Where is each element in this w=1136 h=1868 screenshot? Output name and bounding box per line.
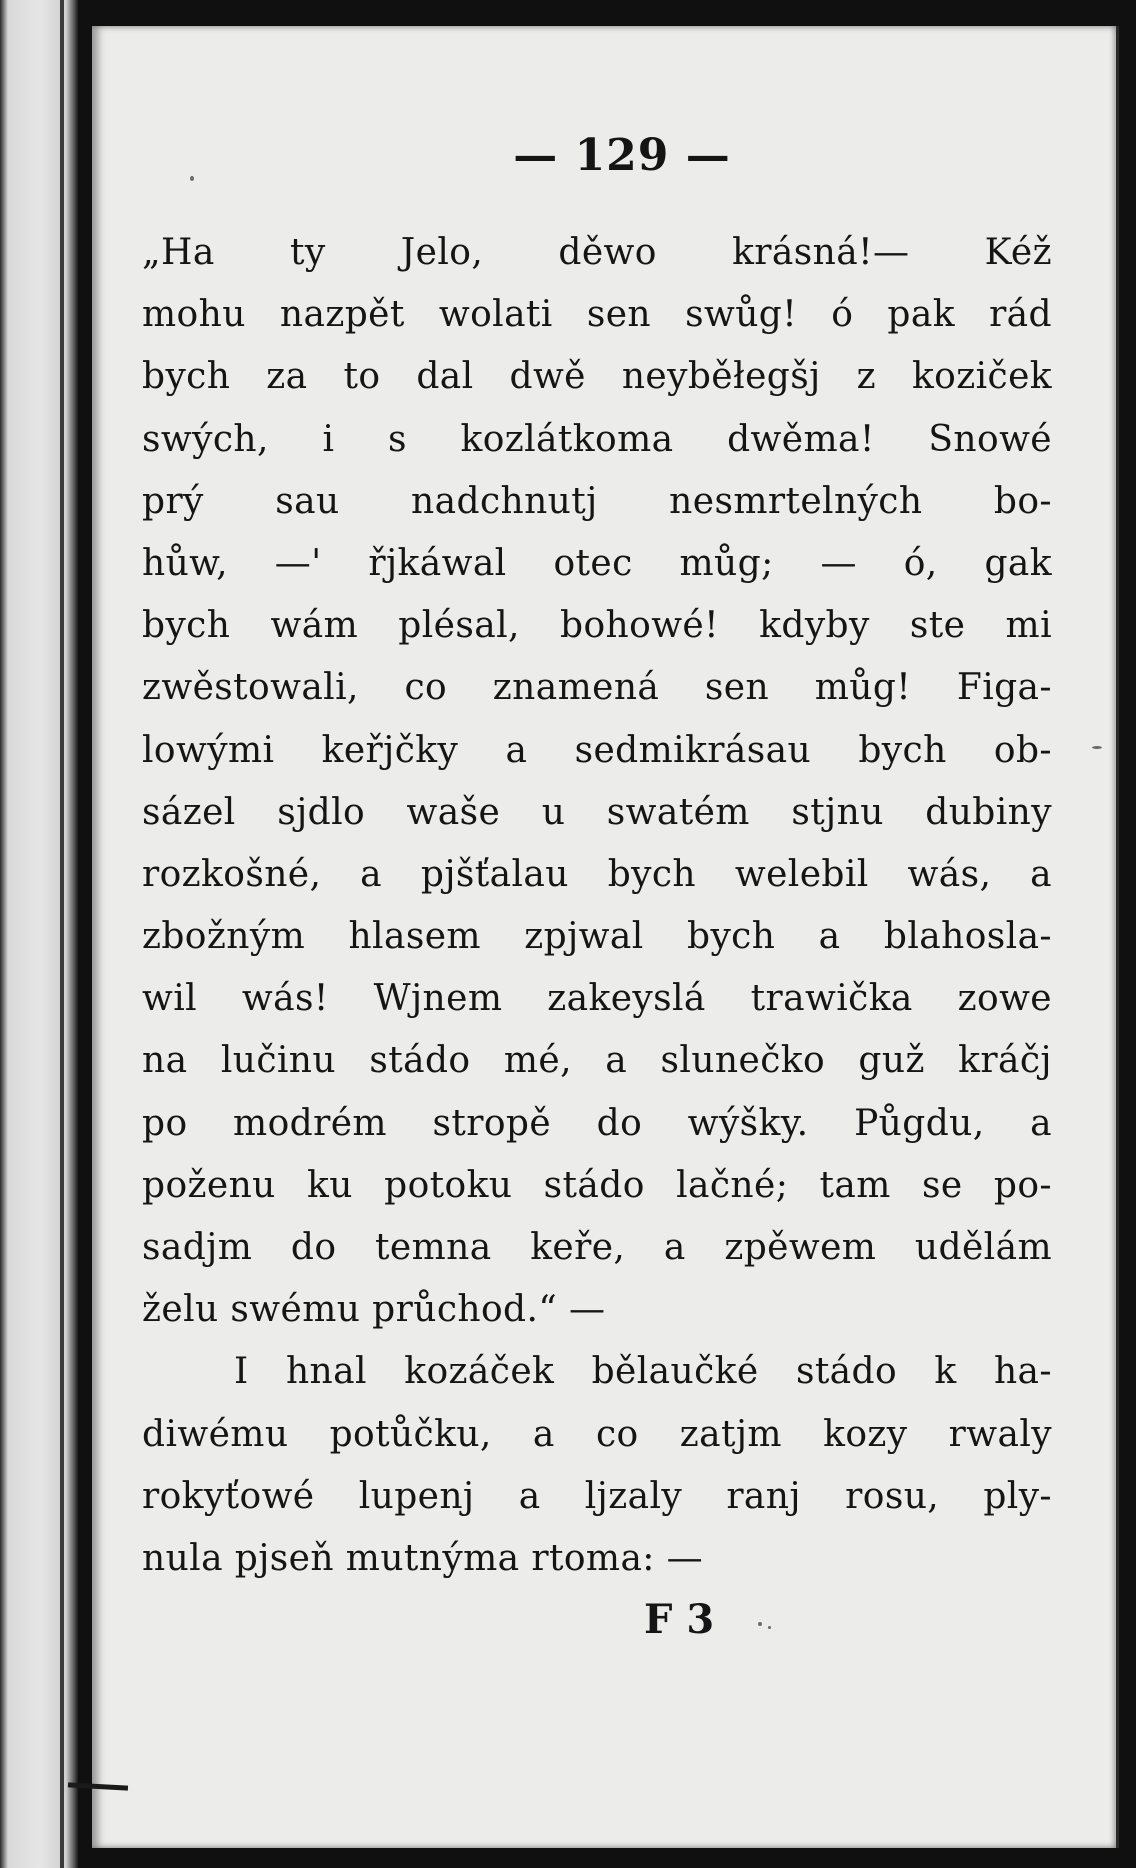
facing-page-edge	[60, 0, 64, 1868]
page-content	[92, 26, 1116, 1848]
signature-mark: F 3	[644, 1596, 715, 1643]
text-line-17: sadjm do temna keře, a zpěwem udělám	[142, 1227, 1052, 1268]
text-line-14: na lučinu stádo mé, a slunečko guž kráčj	[142, 1040, 1052, 1082]
text-line-8: zwěstowali, co znamená sen můg! Figa-	[142, 667, 1052, 709]
text-line-1: „Ha ty Jelo, děwo krásná!— Kéž	[142, 232, 1052, 273]
paper-speck	[758, 1622, 762, 1626]
facing-page-strip	[0, 0, 78, 1868]
text-line-20: diwému potůčku, a co zatjm kozy rwaly	[142, 1413, 1052, 1455]
text-line-5: prý sau nadchnutj nesmrtelných bo-	[142, 480, 1052, 522]
text-line-22: nula pjseň mutnýma rtoma: —	[142, 1537, 704, 1579]
text-line-4: swých, i s kozlátkoma dwěma! Snowé	[142, 418, 1052, 460]
text-line-2: mohu nazpět wolati sen swůg! ó pak rád	[142, 294, 1052, 336]
paper-speck	[1092, 746, 1102, 749]
text-line-9: lowými keřjčky a sedmikrásau bych ob-	[142, 729, 1052, 771]
text-line-12: zbožným hlasem zpjwal bych a blahosla-	[142, 916, 1052, 958]
text-line-18: želu swému průchod.“ —	[142, 1289, 606, 1331]
book-page	[92, 26, 1119, 1848]
text-line-7: bych wám plésal, bohowé! kdyby ste mi	[142, 605, 1052, 647]
text-line-10: sázel sjdlo waše u swatém stjnu dubiny	[142, 791, 1052, 833]
paper-speck	[768, 1626, 771, 1629]
text-line-3: bych za to dal dwě neyběłegšj z koziček	[142, 356, 1052, 398]
text-line-13: wil wás! Wjnem zakeyslá trawička zowe	[142, 978, 1052, 1020]
text-line-21: rokyťowé lupenj a ljzaly ranj rosu, ply-	[142, 1475, 1052, 1517]
page-number: — 129 —	[513, 130, 731, 181]
text-line-16: poženu ku potoku stádo lačné; tam se po-	[142, 1164, 1052, 1206]
text-line-19: I hnal kozáček bělaučké stádo k ha-	[234, 1351, 1052, 1393]
body-text	[142, 222, 1052, 1590]
text-line-15: po modrém stropě do wýšky. Půgdu, a	[142, 1102, 1052, 1144]
text-line-11: rozkošné, a pjšťalau bych welebil wás, a	[142, 853, 1052, 895]
text-line-6: hůw, —' řjkáwal otec můg; — ó, gak	[142, 542, 1052, 584]
paper-speck	[190, 176, 194, 181]
